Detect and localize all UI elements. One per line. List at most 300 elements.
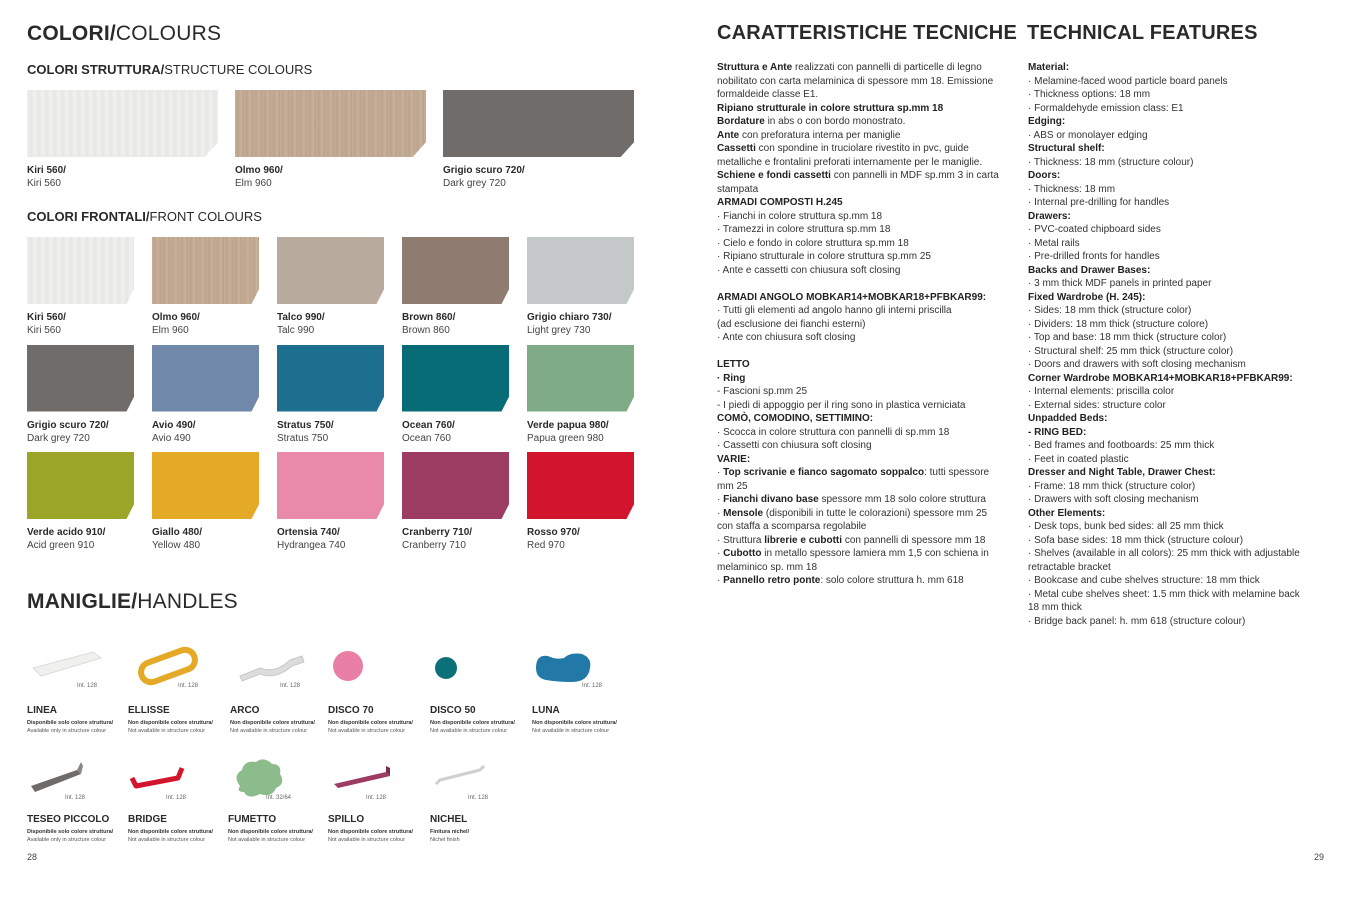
feature-line bbox=[1028, 156, 1338, 170]
feature-line bbox=[717, 61, 1017, 75]
feature-text: · Cassetti con chiusura soft closing bbox=[717, 440, 872, 451]
structure-colours-heading: COLORI STRUTTURA/STRUCTURE COLOURS bbox=[27, 62, 313, 77]
feature-line bbox=[1028, 399, 1338, 413]
feature-bold-text: - RING BED: bbox=[1028, 426, 1087, 438]
feature-bold-text: VARIE: bbox=[717, 453, 751, 465]
feature-line bbox=[717, 412, 1017, 426]
feature-text: · Internal pre-drilling for handles bbox=[1028, 197, 1170, 208]
colour-name-en: Kiri 560 bbox=[27, 178, 61, 189]
feature-bold-text: Unpadded Beds: bbox=[1028, 413, 1108, 424]
feature-bold-text: Ripiano strutturale in colore struttura sp.mm 18 bbox=[717, 102, 944, 114]
colour-name-en: Brown 860 bbox=[402, 325, 450, 336]
feature-text: · Metal rails bbox=[1028, 237, 1080, 249]
handle-interaxis: Int. 128 bbox=[366, 795, 387, 801]
handle-item bbox=[532, 640, 632, 740]
feature-line bbox=[717, 102, 1017, 116]
handle-item bbox=[230, 640, 330, 740]
fumetto-handle-icon bbox=[228, 756, 308, 811]
handle-name: ARCO bbox=[230, 705, 260, 716]
feature-text: con staffa a scomparsa regolabile bbox=[717, 521, 867, 532]
colour-name-it: Ocean 760/ bbox=[402, 419, 455, 431]
feature-line bbox=[1028, 183, 1338, 197]
colour-name-en: Yellow 480 bbox=[152, 540, 201, 551]
handle-note-en: Not available in structure colour bbox=[328, 728, 406, 734]
colour-name-en: Acid green 910 bbox=[27, 540, 95, 551]
colour-chip bbox=[27, 345, 134, 412]
handle-interaxis: Int. 128 bbox=[178, 683, 199, 689]
handle-note-en: Available only in structure colour bbox=[27, 728, 107, 734]
feature-text: 18 mm thick bbox=[1028, 602, 1082, 613]
feature-bold-text: Schiene e fondi cassetti bbox=[717, 170, 831, 181]
feature-line bbox=[1028, 102, 1338, 116]
colour-name-en: Light grey 730 bbox=[527, 325, 591, 336]
feature-text: · Thickness: 18 mm (structure colour) bbox=[1028, 156, 1194, 168]
feature-line bbox=[717, 466, 1017, 480]
technical-title-it: CARATTERISTICHE TECNICHE bbox=[717, 22, 1017, 44]
feature-text: con pannelli in MDF sp.mm 3 in carta bbox=[830, 170, 999, 181]
feature-text: · Ante con chiusura soft closing bbox=[717, 332, 856, 343]
colour-swatch bbox=[152, 345, 259, 444]
feature-bold-text: Backs and Drawer Bases: bbox=[1028, 264, 1151, 276]
feature-text: · PVC-coated chipboard sides bbox=[1028, 224, 1161, 235]
colour-swatch bbox=[27, 345, 134, 444]
feature-line bbox=[1028, 439, 1338, 453]
feature-line bbox=[1028, 115, 1338, 129]
colours-title: COLORI/COLOURS bbox=[27, 22, 222, 45]
feature-line bbox=[1028, 547, 1338, 561]
colour-name-it: Verde papua 980/ bbox=[527, 419, 609, 431]
feature-bold-text: Edging: bbox=[1028, 116, 1066, 127]
feature-text: · Sofa base sides: 18 mm thick (structure colour) bbox=[1028, 534, 1244, 546]
handle-note-en: Not available in structure colour bbox=[128, 837, 206, 843]
feature-text: · Shelves (available in all colors): 25 mm thick with adjustable bbox=[1028, 548, 1300, 559]
feature-line bbox=[1028, 237, 1338, 251]
handle-name: LINEA bbox=[27, 705, 57, 716]
feature-line bbox=[717, 237, 1017, 251]
handle-note-it: Non disponibile colore struttura/ bbox=[230, 720, 315, 726]
feature-text: · bbox=[717, 494, 724, 505]
feature-line bbox=[1028, 264, 1338, 278]
colour-name-it: Kiri 560/ bbox=[27, 312, 66, 323]
feature-line bbox=[717, 264, 1017, 278]
feature-text: in metallo spessore lamiera mm 1,5 con schiena in bbox=[761, 548, 989, 559]
feature-line bbox=[717, 358, 1017, 372]
feature-bold-text: Dresser and Night Table, Drawer Chest: bbox=[1028, 467, 1216, 478]
feature-text: nobilitato con carta melaminica di spessore mm 18. Emissione bbox=[717, 75, 994, 87]
handle-note-it: Disponibile solo colore struttura/ bbox=[27, 829, 114, 835]
handle-note-it: Non disponibile colore struttura/ bbox=[128, 829, 213, 835]
feature-text: · Formaldehyde emission class: E1 bbox=[1028, 102, 1184, 114]
feature-line bbox=[1028, 426, 1338, 440]
feature-bold-text: Pannello retro ponte bbox=[723, 575, 821, 586]
page-number-right: 29 bbox=[1314, 852, 1325, 862]
feature-bold-text: Material: bbox=[1028, 62, 1070, 73]
feature-line bbox=[1028, 574, 1338, 588]
feature-bold-text: Structural shelf: bbox=[1028, 143, 1105, 154]
colour-name-en: Dark grey 720 bbox=[27, 432, 90, 444]
feature-line bbox=[1028, 210, 1338, 224]
feature-bold-text: Corner Wardrobe MOBKAR14+MOBKAR18+PFBKAR99: bbox=[1028, 372, 1293, 384]
feature-text: melaminico sp. mm 18 bbox=[717, 561, 818, 573]
feature-line bbox=[1028, 466, 1338, 480]
colour-name-en: Ocean 760 bbox=[402, 432, 451, 444]
colour-swatch bbox=[402, 345, 509, 444]
colour-chip bbox=[27, 90, 218, 157]
feature-line bbox=[1028, 358, 1338, 372]
handle-note-it: Finitura nichel/ bbox=[430, 829, 470, 835]
feature-line bbox=[717, 439, 1017, 453]
colour-swatch bbox=[527, 452, 634, 551]
handle-note-it: Non disponibile colore struttura/ bbox=[128, 720, 213, 726]
feature-bold-text: Top scrivanie e fianco sagomato soppalco bbox=[723, 467, 925, 478]
colour-name-it: Olmo 960/ bbox=[235, 165, 283, 176]
feature-text: · 3 mm thick MDF panels in printed paper bbox=[1028, 278, 1212, 289]
colour-swatch bbox=[152, 452, 259, 551]
handle-note-en: Not available in structure colour bbox=[128, 728, 206, 734]
colour-name-it: Olmo 960/ bbox=[152, 312, 200, 323]
feature-line bbox=[1028, 561, 1338, 575]
feature-line bbox=[1028, 331, 1338, 345]
feature-line bbox=[717, 480, 1017, 494]
colour-chip bbox=[235, 90, 426, 157]
colour-chip bbox=[402, 345, 509, 412]
feature-line bbox=[1028, 534, 1338, 548]
feature-text: formaldeide classe E1. bbox=[717, 89, 819, 100]
colour-name-it: Ortensia 740/ bbox=[277, 527, 340, 538]
spacer bbox=[717, 277, 1017, 291]
colour-chip bbox=[152, 452, 259, 519]
technical-features-it bbox=[717, 61, 1017, 588]
feature-line bbox=[1028, 304, 1338, 318]
handle-interaxis: Int. 128 bbox=[468, 795, 489, 801]
handle-note-it: Non disponibile colore struttura/ bbox=[532, 720, 617, 726]
colour-name-en: Avio 490 bbox=[152, 432, 191, 444]
feature-bold-text: LETTO bbox=[717, 359, 750, 370]
handle-note-it: Non disponibile colore struttura/ bbox=[430, 720, 515, 726]
colour-chip bbox=[27, 237, 134, 304]
feature-line bbox=[1028, 601, 1338, 615]
feature-text: (disponibili in tutte le colorazioni) spessore mm 25 bbox=[763, 507, 988, 519]
feature-text: · bbox=[717, 507, 724, 519]
feature-line bbox=[1028, 588, 1338, 602]
colour-swatch bbox=[527, 237, 634, 336]
colour-chip bbox=[152, 237, 259, 304]
feature-line bbox=[1028, 277, 1338, 291]
feature-text: mm 25 bbox=[717, 480, 748, 492]
feature-text: · bbox=[717, 548, 724, 559]
feature-line bbox=[1028, 480, 1338, 494]
handle-interaxis: Int. 32/64 bbox=[266, 795, 292, 801]
handle-interaxis: Int. 128 bbox=[582, 683, 603, 689]
colour-swatch bbox=[402, 237, 509, 336]
colour-name-it: Grigio chiaro 730/ bbox=[527, 312, 612, 323]
feature-line bbox=[1028, 507, 1338, 521]
feature-line bbox=[717, 534, 1017, 548]
feature-line bbox=[717, 426, 1017, 440]
feature-line bbox=[717, 304, 1017, 318]
colour-chip bbox=[402, 452, 509, 519]
handles-title: MANIGLIE/HANDLES bbox=[27, 590, 238, 613]
colour-swatch bbox=[277, 452, 384, 551]
feature-line bbox=[1028, 453, 1338, 467]
feature-text: : solo colore struttura h. mm 618 bbox=[820, 575, 964, 586]
feature-text: · Ante e cassetti con chiusura soft closing bbox=[717, 264, 901, 276]
spacer bbox=[717, 345, 1017, 359]
feature-text: (ad esclusione dei fianchi esterni) bbox=[717, 318, 866, 330]
colour-swatch bbox=[152, 237, 259, 336]
feature-bold-text: Ante bbox=[717, 129, 740, 141]
disco-50-handle-icon bbox=[430, 646, 510, 691]
feature-text: · bbox=[717, 467, 724, 478]
feature-line bbox=[1028, 169, 1338, 183]
handle-name: BRIDGE bbox=[128, 814, 167, 825]
handle-note-it: Non disponibile colore struttura/ bbox=[328, 829, 413, 835]
feature-line bbox=[1028, 61, 1338, 75]
colour-swatch bbox=[277, 345, 384, 444]
feature-line bbox=[1028, 196, 1338, 210]
colour-name-it: Cranberry 710/ bbox=[402, 527, 473, 538]
feature-text: · ABS or monolayer edging bbox=[1028, 129, 1148, 141]
feature-text: · Fianchi in colore struttura sp.mm 18 bbox=[717, 210, 883, 222]
feature-text: · Frame: 18 mm thick (structure color) bbox=[1028, 480, 1196, 492]
feature-line bbox=[1028, 493, 1338, 507]
colour-name-en: Elm 960 bbox=[235, 178, 272, 189]
colour-name-it: Brown 860/ bbox=[402, 312, 456, 323]
technical-features-en bbox=[1028, 61, 1338, 628]
colour-name-it: Talco 990/ bbox=[277, 312, 325, 323]
feature-line bbox=[717, 318, 1017, 332]
feature-text: · Thickness: 18 mm bbox=[1028, 183, 1116, 195]
colour-chip bbox=[277, 452, 384, 519]
handle-name: FUMETTO bbox=[228, 814, 277, 825]
colour-swatch bbox=[443, 90, 634, 189]
feature-text: · Bridge back panel: h. mm 618 (structure colour) bbox=[1028, 615, 1246, 627]
technical-title-en: TECHNICAL FEATURES bbox=[1027, 22, 1258, 44]
colour-swatch bbox=[27, 452, 134, 551]
feature-bold-text: Drawers: bbox=[1028, 210, 1071, 222]
handle-item bbox=[128, 750, 228, 850]
feature-text: · Internal elements: priscilla color bbox=[1028, 386, 1175, 397]
colour-name-it: Grigio scuro 720/ bbox=[443, 165, 525, 176]
feature-text: · Structural shelf: 25 mm thick (structure color) bbox=[1028, 345, 1234, 357]
colour-name-it: Giallo 480/ bbox=[152, 527, 203, 538]
colour-name-en: Papua green 980 bbox=[527, 432, 604, 444]
handle-note-en: Available only in structure colour bbox=[27, 837, 107, 843]
colour-chip bbox=[277, 237, 384, 304]
handle-note-en: Not available in structure colour bbox=[230, 728, 308, 734]
colour-name-en: Stratus 750 bbox=[277, 432, 329, 444]
feature-bold-text: Other Elements: bbox=[1028, 507, 1106, 519]
feature-text: retractable bracket bbox=[1028, 561, 1111, 573]
feature-bold-text: Struttura e Ante bbox=[717, 62, 793, 73]
feature-bold-text: Bordature bbox=[717, 116, 765, 127]
colour-name-en: Hydrangea 740 bbox=[277, 540, 346, 551]
colour-name-en: Talc 990 bbox=[277, 325, 315, 336]
colour-name-en: Cranberry 710 bbox=[402, 540, 466, 551]
feature-line bbox=[1028, 129, 1338, 143]
feature-line bbox=[717, 520, 1017, 534]
colour-name-en: Red 970 bbox=[527, 540, 565, 551]
handle-note-it: Non disponibile colore struttura/ bbox=[228, 829, 313, 835]
colour-swatch bbox=[402, 452, 509, 551]
colour-swatch bbox=[27, 237, 134, 336]
feature-line bbox=[717, 507, 1017, 521]
feature-line bbox=[1028, 385, 1338, 399]
feature-line bbox=[717, 223, 1017, 237]
feature-text: · Struttura bbox=[717, 534, 765, 546]
handle-item bbox=[228, 750, 328, 850]
colour-swatch bbox=[277, 237, 384, 336]
feature-text: · Tramezzi in colore struttura sp.mm 18 bbox=[717, 224, 891, 235]
feature-line bbox=[717, 142, 1017, 156]
feature-line bbox=[1028, 250, 1338, 264]
handle-interaxis: Int. 128 bbox=[280, 683, 301, 689]
colour-chip bbox=[527, 237, 634, 304]
handle-name: NICHEL bbox=[430, 814, 468, 825]
feature-text: · Pre-drilled fronts for handles bbox=[1028, 251, 1160, 262]
colour-name-it: Rosso 970/ bbox=[527, 527, 580, 538]
colour-chip bbox=[527, 452, 634, 519]
colour-name-en: Kiri 560 bbox=[27, 325, 61, 336]
feature-line bbox=[717, 88, 1017, 102]
feature-line bbox=[1028, 345, 1338, 359]
feature-text: · Melamine-faced wood particle board panels bbox=[1028, 75, 1228, 87]
feature-line bbox=[717, 169, 1017, 183]
colour-swatch bbox=[27, 90, 218, 189]
handle-note-it: Disponibile solo colore struttura/ bbox=[27, 720, 114, 726]
feature-text: : tutti spessore bbox=[924, 467, 990, 478]
page-number-left: 28 bbox=[27, 852, 38, 862]
colour-name-it: Kiri 560/ bbox=[27, 165, 66, 176]
feature-line bbox=[717, 115, 1017, 129]
feature-text: · Thickness options: 18 mm bbox=[1028, 89, 1151, 100]
handle-note-en: Not available in structure colour bbox=[328, 837, 406, 843]
feature-text: spessore mm 18 solo colore struttura bbox=[818, 494, 986, 505]
feature-bold-text: · Ring bbox=[717, 372, 746, 384]
feature-bold-text: ARMADI COMPOSTI H.245 bbox=[717, 197, 843, 208]
feature-text: · Top and base: 18 mm thick (structure color) bbox=[1028, 332, 1227, 343]
handle-note-en: Not available in structure colour bbox=[532, 728, 610, 734]
feature-text: · External sides: structure color bbox=[1028, 399, 1166, 411]
feature-line bbox=[717, 547, 1017, 561]
colour-chip bbox=[152, 345, 259, 412]
feature-bold-text: Fianchi divano base bbox=[723, 494, 819, 505]
colour-name-en: Elm 960 bbox=[152, 325, 189, 336]
feature-bold-text: Cassetti bbox=[717, 143, 756, 154]
handle-name: LUNA bbox=[532, 705, 560, 716]
feature-bold-text: Doors: bbox=[1028, 170, 1061, 181]
handle-item bbox=[27, 640, 127, 740]
feature-line bbox=[717, 291, 1017, 305]
feature-text: · Scocca in colore struttura con pannelli di sp.mm 18 bbox=[717, 426, 950, 438]
feature-text: con pannelli di spessore mm 18 bbox=[842, 534, 986, 546]
front-colours-heading: COLORI FRONTALI/FRONT COLOURS bbox=[27, 209, 262, 224]
feature-text: · Feet in coated plastic bbox=[1028, 453, 1129, 465]
feature-line bbox=[1028, 142, 1338, 156]
handle-interaxis: Int. 128 bbox=[65, 795, 86, 801]
feature-text: · Desk tops, bunk bed sides: all 25 mm thick bbox=[1028, 521, 1224, 532]
feature-line bbox=[1028, 318, 1338, 332]
feature-text: · Tutti gli elementi ad angolo hanno gli interni priscilla bbox=[717, 305, 952, 316]
feature-bold-text: ARMADI ANGOLO MOBKAR14+MOBKAR18+PFBKAR99: bbox=[717, 291, 987, 303]
feature-text: · Ripiano strutturale in colore struttura sp.mm 25 bbox=[717, 251, 931, 262]
colour-chip bbox=[443, 90, 634, 157]
feature-bold-text: Cubotto bbox=[723, 548, 762, 559]
feature-line bbox=[717, 196, 1017, 210]
feature-line bbox=[717, 156, 1017, 170]
colour-swatch bbox=[235, 90, 426, 189]
feature-line bbox=[1028, 412, 1338, 426]
colour-chip bbox=[527, 345, 634, 412]
feature-text: con spondine in truciolare rivestito in pvc, guide bbox=[755, 143, 969, 154]
feature-bold-text: COMÒ, COMODINO, SETTIMINO: bbox=[717, 413, 874, 424]
feature-text: realizzati con pannelli di particelle di legno bbox=[792, 62, 982, 73]
handle-note-en: Nichel finish bbox=[430, 837, 460, 843]
feature-text: · Sides: 18 mm thick (structure color) bbox=[1028, 305, 1192, 316]
feature-text: · Doors and drawers with soft closing mechanism bbox=[1028, 359, 1246, 370]
feature-text: metalliche e frontalini preforati internamente per le maniglie. bbox=[717, 156, 983, 168]
handle-name: DISCO 70 bbox=[328, 705, 374, 716]
feature-line bbox=[717, 493, 1017, 507]
feature-line bbox=[1028, 615, 1338, 629]
feature-line bbox=[1028, 372, 1338, 386]
feature-line bbox=[717, 75, 1017, 89]
colour-name-it: Stratus 750/ bbox=[277, 419, 334, 431]
feature-bold-text: Mensole bbox=[723, 507, 764, 519]
feature-line bbox=[717, 129, 1017, 143]
feature-line bbox=[1028, 291, 1338, 305]
handle-item bbox=[128, 640, 228, 740]
handle-item bbox=[27, 750, 127, 850]
feature-bold-text: Fixed Wardrobe (H. 245): bbox=[1028, 291, 1146, 303]
feature-line bbox=[717, 372, 1017, 386]
disco-70-handle-icon bbox=[328, 646, 408, 691]
colour-name-en: Dark grey 720 bbox=[443, 178, 506, 189]
handle-interaxis: Int. 128 bbox=[77, 683, 98, 689]
feature-line bbox=[717, 385, 1017, 399]
feature-line bbox=[717, 210, 1017, 224]
feature-line bbox=[1028, 75, 1338, 89]
feature-line bbox=[717, 399, 1017, 413]
feature-text: - I piedi di appoggio per il ring sono in plastica verniciata bbox=[717, 399, 966, 411]
feature-text: · bbox=[717, 575, 724, 586]
colour-name-it: Avio 490/ bbox=[152, 419, 196, 431]
colour-name-it: Grigio scuro 720/ bbox=[27, 419, 109, 431]
colour-name-it: Verde acido 910/ bbox=[27, 527, 106, 538]
handle-note-en: Not available in structure colour bbox=[430, 728, 508, 734]
feature-text: con preforatura interna per maniglie bbox=[739, 129, 901, 141]
feature-line bbox=[1028, 88, 1338, 102]
feature-text: · Metal cube shelves sheet: 1.5 mm thick with melamine back bbox=[1028, 588, 1300, 600]
feature-text: · Dividers: 18 mm thick (structure colore) bbox=[1028, 318, 1209, 330]
handle-item bbox=[328, 640, 428, 740]
handle-interaxis: Int. 128 bbox=[166, 795, 187, 801]
feature-line bbox=[717, 331, 1017, 345]
feature-text: · Bookcase and cube shelves structure: 18 mm thick bbox=[1028, 575, 1260, 586]
colour-swatch bbox=[527, 345, 634, 444]
feature-text: · Drawers with soft closing mechanism bbox=[1028, 494, 1199, 505]
handle-note-en: Not available in structure colour bbox=[228, 837, 306, 843]
feature-text: - Fascioni sp.mm 25 bbox=[717, 386, 808, 397]
feature-text: · Cielo e fondo in colore struttura sp.mm 18 bbox=[717, 237, 909, 249]
handle-item bbox=[430, 750, 530, 850]
handle-item bbox=[328, 750, 428, 850]
colour-chip bbox=[27, 452, 134, 519]
feature-bold-text: librerie e cubotti bbox=[764, 534, 843, 546]
handle-name: TESEO PICCOLO bbox=[27, 814, 110, 825]
feature-line bbox=[1028, 520, 1338, 534]
feature-text: in abs o con bordo monostrato. bbox=[764, 116, 906, 127]
